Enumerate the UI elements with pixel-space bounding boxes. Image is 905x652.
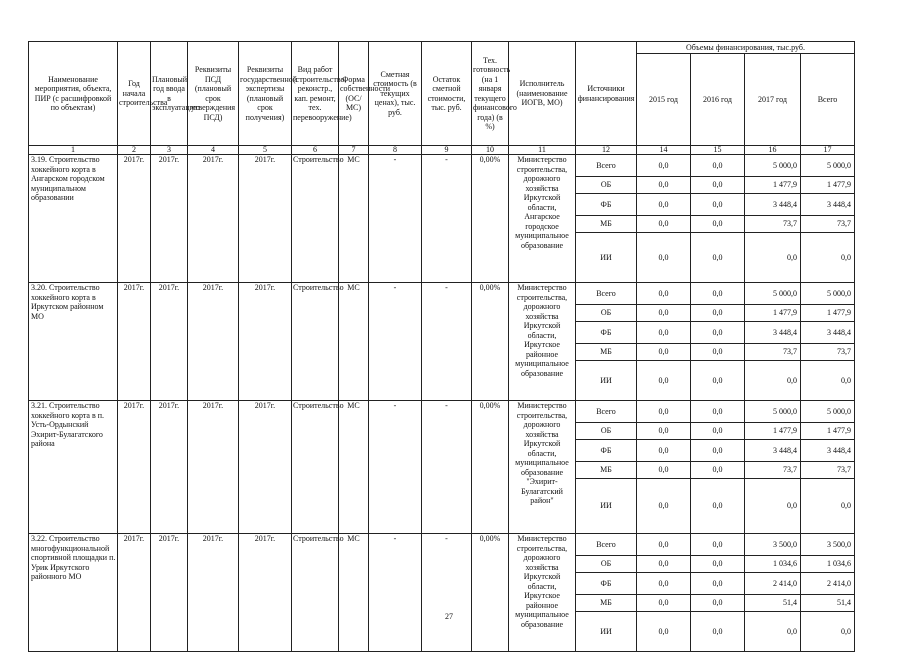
column-number: 1 bbox=[29, 146, 118, 155]
column-numbers-row bbox=[29, 146, 855, 155]
funding-source: ИИ bbox=[576, 233, 637, 283]
funding-2015: 0,0 bbox=[637, 305, 691, 322]
funding-2017: 5 000,0 bbox=[745, 155, 801, 177]
header-2015: 2015 год bbox=[637, 54, 691, 146]
funding-2017: 1 477,9 bbox=[745, 305, 801, 322]
column-number: 4 bbox=[188, 146, 239, 155]
funding-total: 5 000,0 bbox=[801, 283, 855, 305]
funding-2015: 0,0 bbox=[637, 361, 691, 401]
funding-2017: 3 448,4 bbox=[745, 322, 801, 344]
funding-source: Всего bbox=[576, 401, 637, 423]
funding-2016: 0,0 bbox=[691, 233, 745, 283]
funding-source: ФБ bbox=[576, 194, 637, 216]
funding-source: ОБ bbox=[576, 177, 637, 194]
funding-2016: 0,0 bbox=[691, 612, 745, 652]
funding-2015: 0,0 bbox=[637, 155, 691, 177]
funding-total: 73,7 bbox=[801, 462, 855, 479]
header-psd: Реквизиты ПСД (плановый срок утверждения ПСД) bbox=[188, 42, 239, 146]
works-type: Строительство bbox=[292, 155, 339, 283]
header-executor: Исполнитель (наименование ИОГВ, МО) bbox=[509, 42, 576, 146]
column-number: 15 bbox=[691, 146, 745, 155]
ownership-form: МС bbox=[339, 401, 369, 534]
funding-source: ОБ bbox=[576, 423, 637, 440]
plan-year: 2017г. bbox=[151, 283, 188, 401]
remaining-cost: - bbox=[422, 155, 472, 283]
funding-2015: 0,0 bbox=[637, 423, 691, 440]
readiness-percent: 0,00% bbox=[472, 155, 509, 283]
column-number: 6 bbox=[292, 146, 339, 155]
works-type: Строительство bbox=[292, 283, 339, 401]
funding-2016: 0,0 bbox=[691, 556, 745, 573]
funding-source: МБ bbox=[576, 462, 637, 479]
object-name: 3.22. Строительство многофункциональной спортивной площадки п. Урик Иркутского районного МО bbox=[29, 534, 118, 652]
funding-source: ИИ bbox=[576, 361, 637, 401]
header-plan-year: Плановый год ввода в эксплуатацию bbox=[151, 42, 188, 146]
funding-source: МБ bbox=[576, 216, 637, 233]
funding-total: 73,7 bbox=[801, 344, 855, 361]
remaining-cost: - bbox=[422, 534, 472, 652]
column-number: 7 bbox=[339, 146, 369, 155]
funding-2015: 0,0 bbox=[637, 401, 691, 423]
funding-2017: 5 000,0 bbox=[745, 401, 801, 423]
funding-2016: 0,0 bbox=[691, 155, 745, 177]
funding-source: Всего bbox=[576, 155, 637, 177]
funding-2017: 1 034,6 bbox=[745, 556, 801, 573]
expertise-date: 2017г. bbox=[239, 534, 292, 652]
funding-source: ФБ bbox=[576, 440, 637, 462]
funding-total: 5 000,0 bbox=[801, 401, 855, 423]
psd-date: 2017г. bbox=[188, 401, 239, 534]
funding-total: 51,4 bbox=[801, 595, 855, 612]
funding-2017: 73,7 bbox=[745, 344, 801, 361]
funding-2016: 0,0 bbox=[691, 423, 745, 440]
funding-2016: 0,0 bbox=[691, 344, 745, 361]
funding-total: 1 477,9 bbox=[801, 177, 855, 194]
psd-date: 2017г. bbox=[188, 283, 239, 401]
expertise-date: 2017г. bbox=[239, 401, 292, 534]
funding-2015: 0,0 bbox=[637, 344, 691, 361]
funding-2016: 0,0 bbox=[691, 305, 745, 322]
funding-source: ФБ bbox=[576, 573, 637, 595]
funding-2017: 3 448,4 bbox=[745, 440, 801, 462]
header-sources: Источники финансирования bbox=[576, 42, 637, 146]
funding-2017: 1 477,9 bbox=[745, 423, 801, 440]
estimate-cost: - bbox=[369, 534, 422, 652]
plan-year: 2017г. bbox=[151, 155, 188, 283]
funding-total: 73,7 bbox=[801, 216, 855, 233]
funding-2016: 0,0 bbox=[691, 595, 745, 612]
funding-total: 0,0 bbox=[801, 233, 855, 283]
funding-2015: 0,0 bbox=[637, 556, 691, 573]
remaining-cost: - bbox=[422, 401, 472, 534]
funding-total: 1 477,9 bbox=[801, 423, 855, 440]
page-number: 27 bbox=[445, 612, 453, 621]
funding-source: Всего bbox=[576, 283, 637, 305]
start-year: 2017г. bbox=[118, 401, 151, 534]
funding-2015: 0,0 bbox=[637, 612, 691, 652]
funding-2016: 0,0 bbox=[691, 322, 745, 344]
remaining-cost: - bbox=[422, 283, 472, 401]
funding-total: 2 414,0 bbox=[801, 573, 855, 595]
funding-2015: 0,0 bbox=[637, 479, 691, 534]
funding-2017: 2 414,0 bbox=[745, 573, 801, 595]
header-expertise: Реквизиты государственной экспертизы (плановый срок получения) bbox=[239, 42, 292, 146]
funding-2016: 0,0 bbox=[691, 177, 745, 194]
header-estimate: Сметная стоимость (в текущих ценах), тыс. руб. bbox=[369, 42, 422, 146]
funding-total: 1 477,9 bbox=[801, 305, 855, 322]
funding-total: 0,0 bbox=[801, 612, 855, 652]
funding-source: ИИ bbox=[576, 479, 637, 534]
expertise-date: 2017г. bbox=[239, 283, 292, 401]
works-type: Строительство bbox=[292, 401, 339, 534]
funding-2017: 1 477,9 bbox=[745, 177, 801, 194]
funding-2016: 0,0 bbox=[691, 283, 745, 305]
funding-2015: 0,0 bbox=[637, 216, 691, 233]
funding-2016: 0,0 bbox=[691, 194, 745, 216]
object-name: 3.20. Строительство хоккейного корта в Иркутском районном МО bbox=[29, 283, 118, 401]
table-row bbox=[29, 155, 855, 177]
funding-2015: 0,0 bbox=[637, 322, 691, 344]
plan-year: 2017г. bbox=[151, 534, 188, 652]
header-start-year: Год начала строительства bbox=[118, 42, 151, 146]
psd-date: 2017г. bbox=[188, 534, 239, 652]
funding-total: 3 500,0 bbox=[801, 534, 855, 556]
funding-2017: 73,7 bbox=[745, 216, 801, 233]
funding-2015: 0,0 bbox=[637, 573, 691, 595]
header-2017: 2017 год bbox=[745, 54, 801, 146]
psd-date: 2017г. bbox=[188, 155, 239, 283]
executor: Министерство строительства, дорожного хозяйства Иркутской области, Иркутское районное муниципальное образование bbox=[509, 283, 576, 401]
column-number: 17 bbox=[801, 146, 855, 155]
funding-total: 3 448,4 bbox=[801, 322, 855, 344]
column-number: 12 bbox=[576, 146, 637, 155]
funding-source: ФБ bbox=[576, 322, 637, 344]
funding-2017: 0,0 bbox=[745, 361, 801, 401]
funding-total: 0,0 bbox=[801, 361, 855, 401]
table-row bbox=[29, 401, 855, 423]
start-year: 2017г. bbox=[118, 283, 151, 401]
executor: Министерство строительства, дорожного хозяйства Иркутской области, муниципальное образование "Эхирит-Булагатский район" bbox=[509, 401, 576, 534]
object-name: 3.19. Строительство хоккейного корта в Ангарском городском муниципальном образовании bbox=[29, 155, 118, 283]
header-funding: Объемы финансирования, тыс.руб. bbox=[637, 42, 855, 54]
header-ownership: Форма собственности (ОС/МС) bbox=[339, 42, 369, 146]
funding-2015: 0,0 bbox=[637, 440, 691, 462]
column-number: 9 bbox=[422, 146, 472, 155]
funding-total: 3 448,4 bbox=[801, 440, 855, 462]
column-number: 10 bbox=[472, 146, 509, 155]
ownership-form: МС bbox=[339, 534, 369, 652]
funding-source: МБ bbox=[576, 595, 637, 612]
funding-source: Всего bbox=[576, 534, 637, 556]
readiness-percent: 0,00% bbox=[472, 534, 509, 652]
funding-2017: 0,0 bbox=[745, 233, 801, 283]
funding-2017: 0,0 bbox=[745, 612, 801, 652]
executor: Министерство строительства, дорожного хозяйства Иркутской области, Ангарское городское муниципальное образование bbox=[509, 155, 576, 283]
header-readiness: Тех. готовность (на 1 января текущего финансового года) (в %) bbox=[472, 42, 509, 146]
column-number: 2 bbox=[118, 146, 151, 155]
funding-2016: 0,0 bbox=[691, 216, 745, 233]
funding-total: 5 000,0 bbox=[801, 155, 855, 177]
funding-2016: 0,0 bbox=[691, 479, 745, 534]
funding-source: ОБ bbox=[576, 305, 637, 322]
funding-2017: 5 000,0 bbox=[745, 283, 801, 305]
funding-2016: 0,0 bbox=[691, 361, 745, 401]
funding-2016: 0,0 bbox=[691, 534, 745, 556]
estimate-cost: - bbox=[369, 401, 422, 534]
readiness-percent: 0,00% bbox=[472, 401, 509, 534]
column-number: 14 bbox=[637, 146, 691, 155]
column-number: 8 bbox=[369, 146, 422, 155]
funding-2015: 0,0 bbox=[637, 534, 691, 556]
funding-source: ОБ bbox=[576, 556, 637, 573]
column-number: 16 bbox=[745, 146, 801, 155]
header-remaining: Остаток сметной стоимости, тыс. руб. bbox=[422, 42, 472, 146]
object-name: 3.21. Строительство хоккейного корта в п. Усть-Ордынский Эхирит-Булагатского района bbox=[29, 401, 118, 534]
funding-2017: 3 500,0 bbox=[745, 534, 801, 556]
funding-total: 1 034,6 bbox=[801, 556, 855, 573]
header-2016: 2016 год bbox=[691, 54, 745, 146]
header-name: Наименование мероприятия, объекта, ПИР (с расшифровкой по объектам) bbox=[29, 42, 118, 146]
funding-2016: 0,0 bbox=[691, 462, 745, 479]
ownership-form: МС bbox=[339, 283, 369, 401]
funding-2017: 0,0 bbox=[745, 479, 801, 534]
works-type: Строительство bbox=[292, 534, 339, 652]
expertise-date: 2017г. bbox=[239, 155, 292, 283]
funding-2015: 0,0 bbox=[637, 233, 691, 283]
funding-2015: 0,0 bbox=[637, 595, 691, 612]
table-row bbox=[29, 283, 855, 305]
funding-2016: 0,0 bbox=[691, 440, 745, 462]
header-total: Всего bbox=[801, 54, 855, 146]
funding-source: ИИ bbox=[576, 612, 637, 652]
table-row bbox=[29, 534, 855, 556]
financing-table bbox=[28, 41, 855, 652]
readiness-percent: 0,00% bbox=[472, 283, 509, 401]
column-number: 3 bbox=[151, 146, 188, 155]
estimate-cost: - bbox=[369, 155, 422, 283]
funding-2015: 0,0 bbox=[637, 194, 691, 216]
estimate-cost: - bbox=[369, 283, 422, 401]
funding-2015: 0,0 bbox=[637, 283, 691, 305]
funding-total: 0,0 bbox=[801, 479, 855, 534]
start-year: 2017г. bbox=[118, 534, 151, 652]
funding-source: МБ bbox=[576, 344, 637, 361]
header-works: Вид работ (строительство, реконстр., кап. ремонт, тех. перевооружение) bbox=[292, 42, 339, 146]
executor: Министерство строительства, дорожного хозяйства Иркутской области, Иркутское районное муниципальное образование bbox=[509, 534, 576, 652]
funding-2017: 51,4 bbox=[745, 595, 801, 612]
plan-year: 2017г. bbox=[151, 401, 188, 534]
column-number: 5 bbox=[239, 146, 292, 155]
funding-2016: 0,0 bbox=[691, 573, 745, 595]
funding-2017: 3 448,4 bbox=[745, 194, 801, 216]
column-number: 11 bbox=[509, 146, 576, 155]
funding-2016: 0,0 bbox=[691, 401, 745, 423]
start-year: 2017г. bbox=[118, 155, 151, 283]
funding-total: 3 448,4 bbox=[801, 194, 855, 216]
ownership-form: МС bbox=[339, 155, 369, 283]
funding-2017: 73,7 bbox=[745, 462, 801, 479]
funding-2015: 0,0 bbox=[637, 462, 691, 479]
funding-2015: 0,0 bbox=[637, 177, 691, 194]
